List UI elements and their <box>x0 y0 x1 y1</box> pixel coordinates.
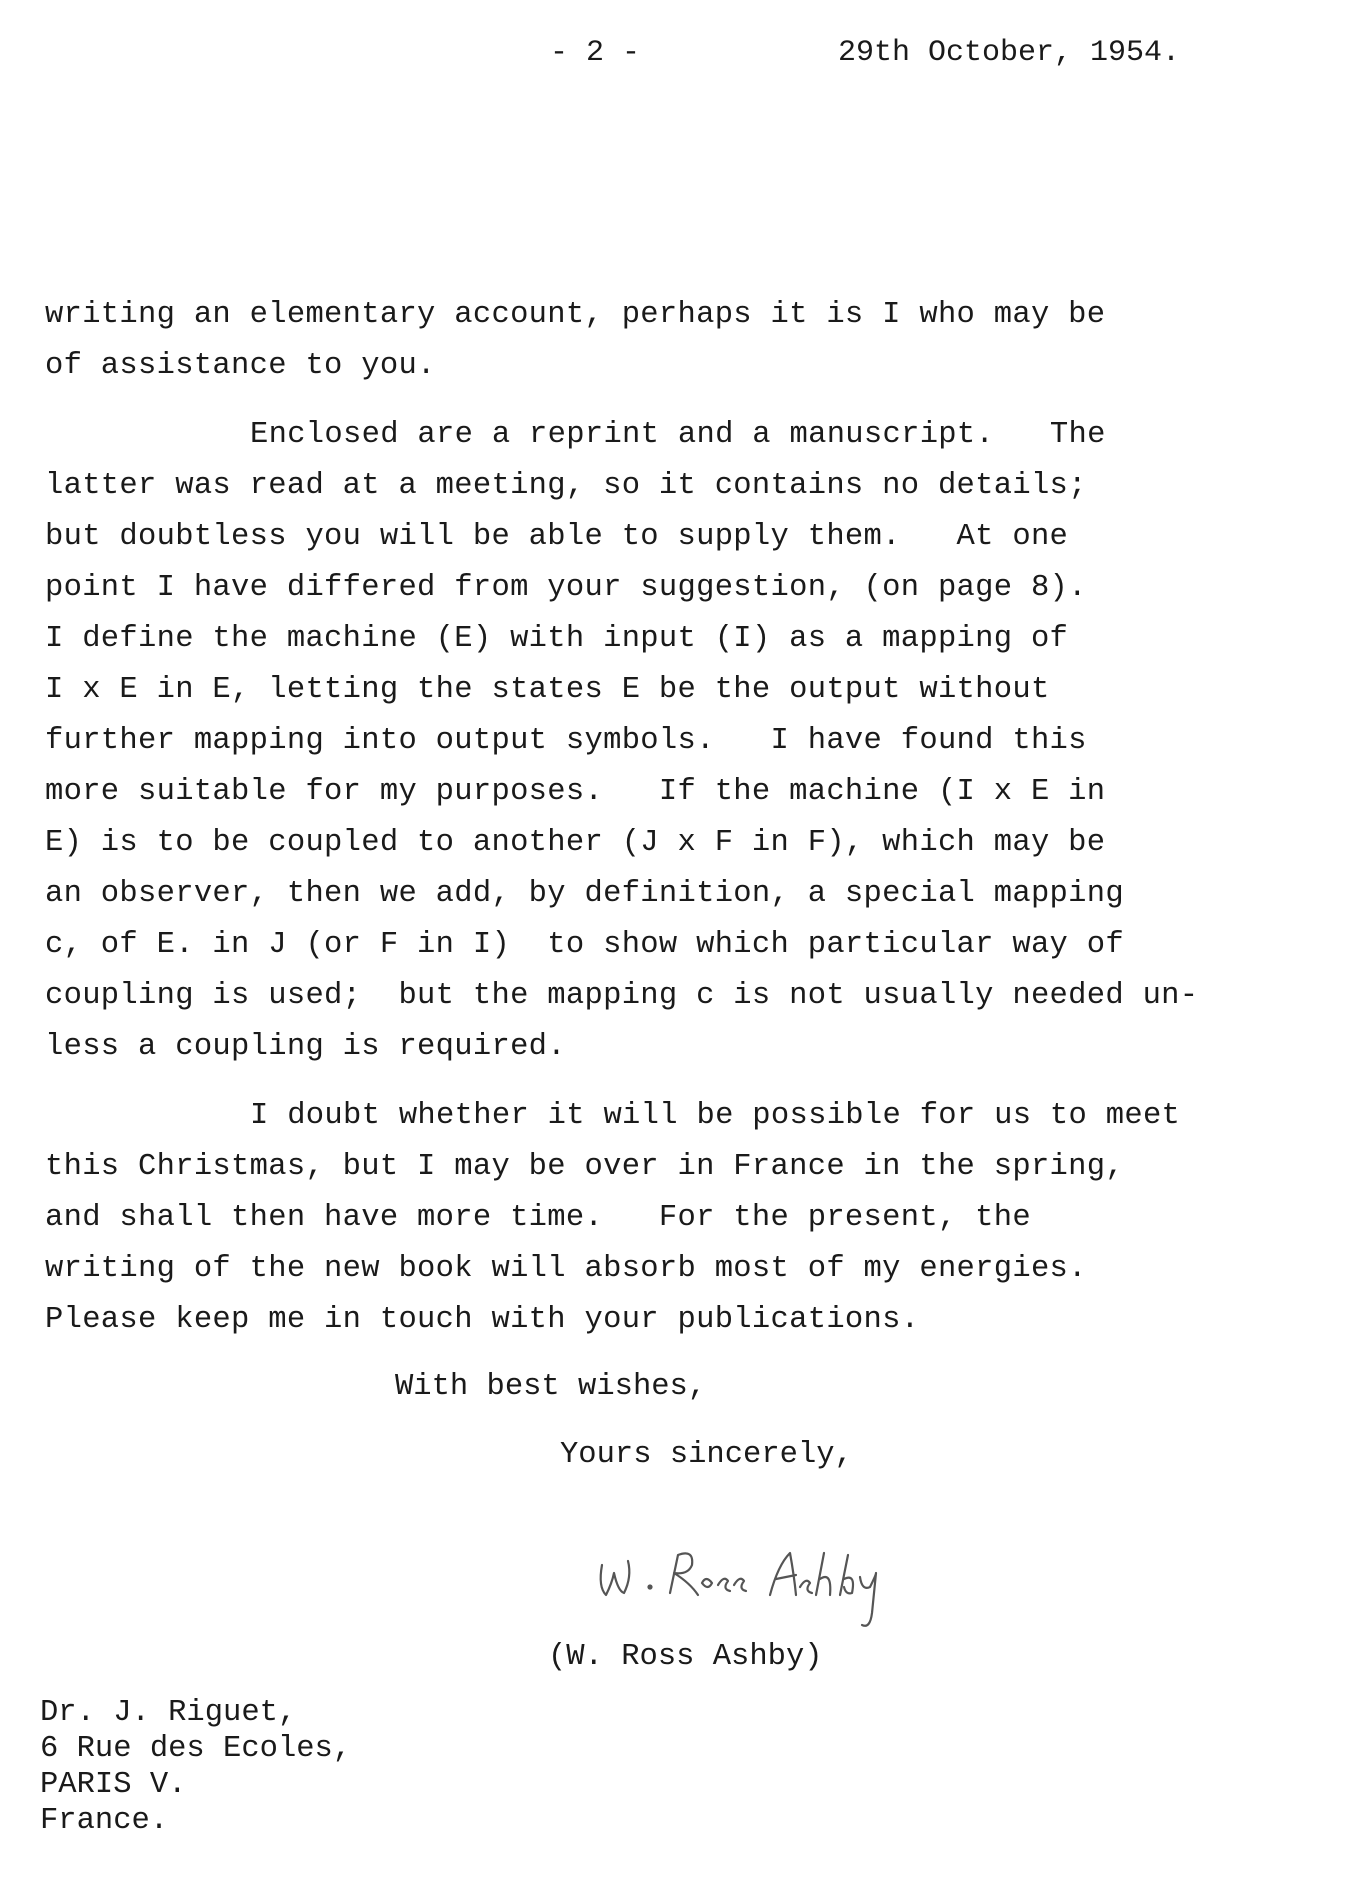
text-line: more suitable for my purposes. If the machine (I x E in <box>45 775 1106 809</box>
recipient-address <box>40 1695 351 1839</box>
address-line: France. <box>40 1804 169 1838</box>
salutation: With best wishes, <box>395 1370 707 1404</box>
text-line: Please keep me in touch with your publications. <box>45 1303 920 1337</box>
text-line: c, of E. in J (or F in I) to show which particular way of <box>45 928 1124 962</box>
text-line: I doubt whether it will be possible for us to meet <box>250 1099 1181 1133</box>
text-line: but doubtless you will be able to supply them. At one <box>45 520 1069 554</box>
text-line: writing of the new book will absorb most of my energies. <box>45 1252 1087 1286</box>
address-line: Dr. J. Riguet, <box>40 1696 297 1730</box>
text-line: further mapping into output symbols. I have found this <box>45 724 1087 758</box>
text-line: point I have differed from your suggestion, (on page 8). <box>45 571 1087 605</box>
letter-body <box>45 290 1335 1364</box>
paragraph-1 <box>45 290 1335 392</box>
text-line: an observer, then we add, by definition, a special mapping <box>45 877 1124 911</box>
letter-date: 29th October, 1954. <box>838 36 1181 70</box>
handwritten-signature <box>590 1525 930 1635</box>
text-line: writing an elementary account, perhaps it is I who may be <box>45 298 1106 332</box>
typed-signatory-name: (W. Ross Ashby) <box>548 1640 823 1674</box>
text-line: and shall then have more time. For the present, the <box>45 1201 1031 1235</box>
text-line: Enclosed are a reprint and a manuscript. The <box>250 418 1106 452</box>
text-line: latter was read at a meeting, so it contains no details; <box>45 469 1087 503</box>
text-line: I x E in E, letting the states E be the output without <box>45 673 1050 707</box>
paragraph-2 <box>45 410 1335 1073</box>
text-line: of assistance to you. <box>45 349 436 383</box>
text-line: this Christmas, but I may be over in France in the spring, <box>45 1150 1124 1184</box>
text-line: I define the machine (E) with input (I) as a mapping of <box>45 622 1069 656</box>
sign-off: Yours sincerely, <box>560 1438 853 1472</box>
address-line: PARIS V. <box>40 1768 187 1802</box>
page-number: - 2 - <box>550 36 641 70</box>
letter-header <box>0 36 1348 76</box>
address-line: 6 Rue des Ecoles, <box>40 1732 352 1766</box>
text-line: E) is to be coupled to another (J x F in F), which may be <box>45 826 1106 860</box>
text-line: coupling is used; but the mapping c is not usually needed un- <box>45 979 1199 1013</box>
text-line: less a coupling is required. <box>45 1030 566 1064</box>
signature-mark <box>590 1525 930 1635</box>
paragraph-3 <box>45 1091 1335 1346</box>
